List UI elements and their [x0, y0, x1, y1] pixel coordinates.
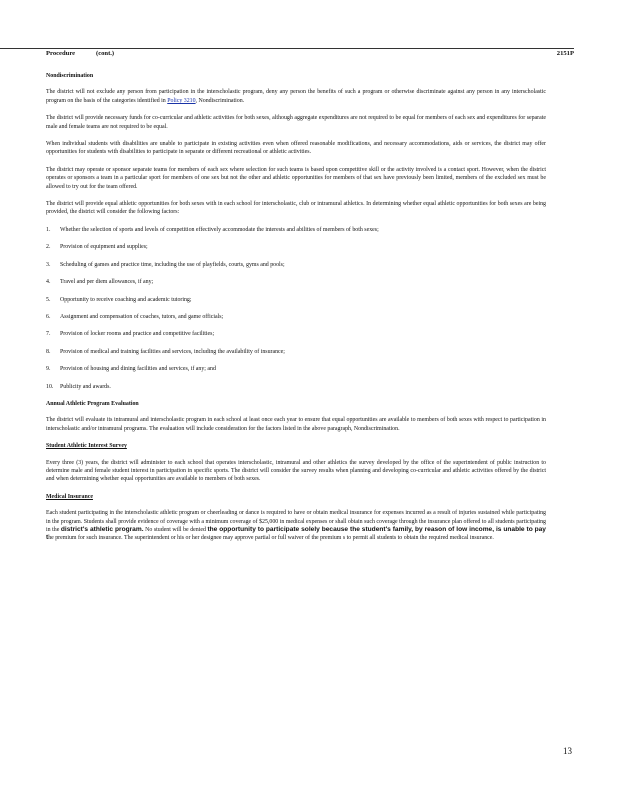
paragraph-text: No student will be denied	[145, 527, 206, 533]
list-item: 6. Assignment and compensation of coaches, tutors, and game officials;	[46, 313, 224, 320]
list-item: 7. Provision of locker rooms and practice and competitive facilities;	[46, 331, 215, 338]
paragraph	[46, 88, 546, 105]
list-item: 10. Publicity and awards.	[46, 383, 111, 390]
page-header	[46, 50, 574, 57]
factors-list	[46, 226, 546, 391]
header-policy-code: 2151P	[556, 50, 574, 57]
paragraph-text-large: district's athletic program.	[60, 526, 144, 533]
list-item: 8. Provision of medical and training facilities and services, including the availability of insurance;	[46, 348, 285, 355]
header-procedure: Procedure	[46, 50, 76, 57]
header-rule	[0, 48, 574, 49]
list-item: 1. Whether the selection of sports and levels of competition effectively accommodate the interests and abilities of members of both sexes;	[46, 226, 379, 233]
list-item: 5. Opportunity to receive coaching and academic tutoring;	[46, 296, 192, 303]
list-item: 2. Provision of equipment and supplies;	[46, 244, 148, 251]
paragraph: The district will provide equal athletic opportunities for both sexes with in each school for interscholastic, club or intramural athletics. In determining whether equal athletic opportunities for both sexes are being provided, the district will consider the following factors:	[46, 201, 546, 216]
heading-medical-insurance: Medical Insurance	[46, 493, 93, 500]
paragraph-text: , Nondiscrimination.	[195, 97, 245, 104]
header-cont: (cont.)	[96, 50, 115, 57]
paragraph-text: he premium for such insurance. The superintendent or his or her designee may approve partial or full waiver of the premium s to permit all students to obtain the required medical insurance.	[48, 535, 494, 542]
paragraph: Every three (3) years, the district will administer to each school that operates interscholastic, intramural and other athletics the survey developed by the office of the superintendent of public instruction to determine male and female student interest in participation in specific sports. The district will consider the survey results when planning and developing co-curricular and athletic activities offered by the district and when determining whether equal opportunities are available to members of both sexes.	[46, 459, 546, 483]
document-body	[46, 72, 546, 552]
paragraph: The district will provide necessary funds for co-curricular and athletic activities for both sexes, although aggregate expenditures are not required to be equal for members of each sex and expenditures for separate male and female teams are not required to be equal.	[46, 115, 546, 130]
paragraph: The district may operate or sponsor separate teams for members of each sex where selection for such teams is based upon competitive skill or the activity involved is a contact sport. However, when the district operates or sponsors a team in a particular sport for members of one sex but not the other and athletic opportunities for members of that sex have previously been limited, members of the excluded sex must be allowed to try out for the team offered.	[46, 166, 546, 190]
paragraph-text: Each student participating in the interscholastic athletic program or cheerleading or dance is required to have or obtain medical insurance for expenses incurred as a result of injuries sustained while participating in the program. Students shall provide evidence of coverage with a minimum coverage of $25,000 in medical expenses or shall obtain such coverage through the insurance plan offered to all students participating in the	[46, 510, 546, 533]
policy-link[interactable]: Policy 3210	[167, 97, 196, 104]
paragraph: When individual students with disabilities are unable to participate in existing activities even when offered reasonable modifications, and necessary accommodations, aids or services, the district may offer opportunities for students with disabilities to participate in separate or different recreational or athletic activities.	[46, 141, 546, 156]
heading-annual-evaluation: Annual Athletic Program Evaluation	[46, 400, 139, 407]
list-item: 3. Scheduling of games and practice time, including the use of playfields, courts, gyms and pools;	[46, 261, 285, 268]
heading-interest-survey: Student Athletic Interest Survey	[46, 443, 127, 450]
list-item: 4. Travel and per diem allowances, if any;	[46, 279, 154, 286]
paragraph-text-large: the opportunity to participate solely because the student's family, by reason of low income, is unable to pay t	[46, 526, 546, 542]
list-item: 9. Provision of housing and dining facilities and services, if any; and	[46, 366, 216, 373]
paragraph-text: The district will not exclude any person from participation in the interscholastic program, deny any person the benefits of such a program or otherwise discriminate against any person in any interscholastic program on the basis of the categories identified in	[46, 89, 546, 104]
paragraph	[46, 509, 546, 543]
page-number: 13	[563, 746, 572, 756]
heading-nondiscrimination: Nondiscrimination	[46, 73, 94, 79]
paragraph: The district will evaluate its intramural and interscholastic program in each school at least once each year to ensure that equal opportunities are available to members of both sexes with respect to participation in interscholastic and/or intramural programs. The evaluation will include consideration for the factors listed in the above paragraph, Nondiscrimination.	[46, 417, 546, 432]
